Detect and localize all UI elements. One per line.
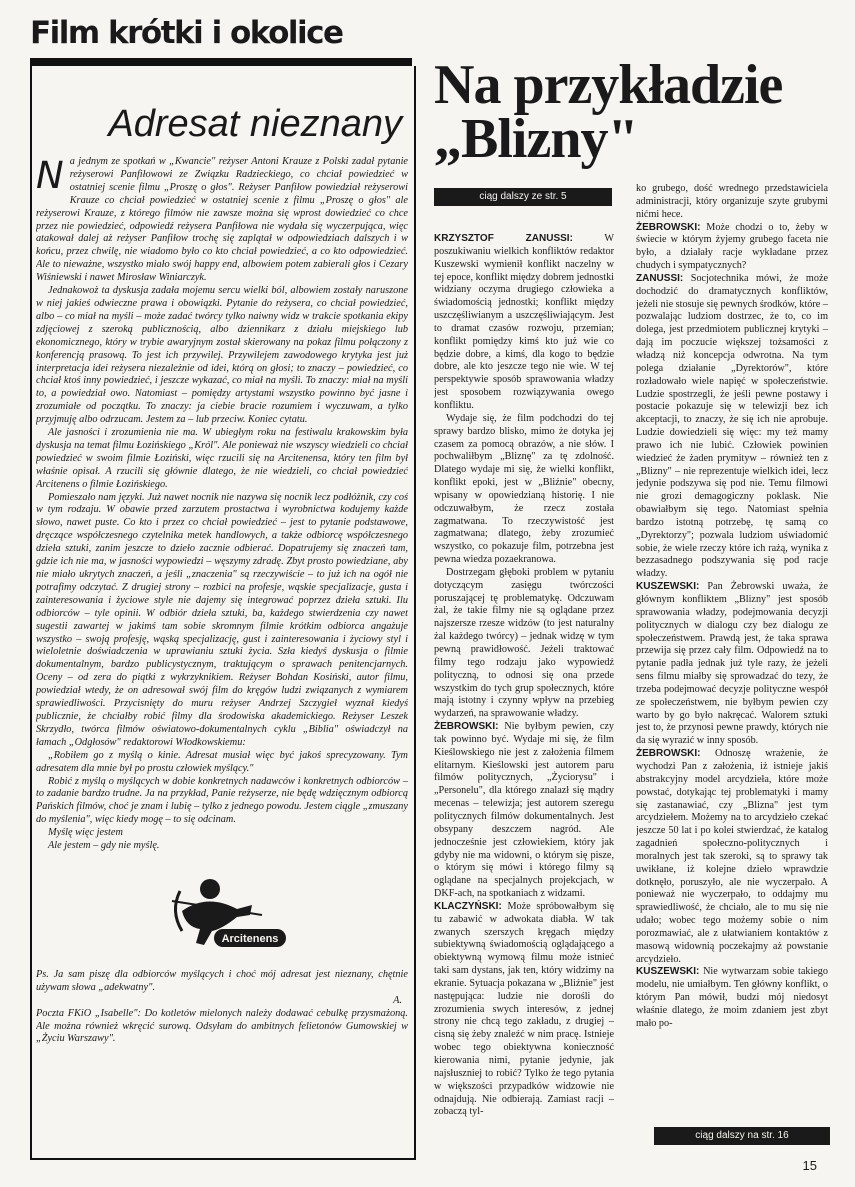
- speaker-text: Pan Żebrowski uważa, że głównym konfliktem „Blizny" jest sposób sprawowania władzy, podejmowania decyzji politycznych w dialogu czy bez dialogu ze społeczeństwem. Prawdą jest, że taka sprawa przewija się przez cały film. Odpowiedź na to pytanie padła jednak już tyle razy, że jeżeli sens filmu miałby się sprowadzać do tezy, że trzeba podejmować decyzje polityczne wespół ze społeczeństwem, nie byłbym pewien czy warto by go było nakręcać. Walorem sztuki jest to, że przynosi pewne prawdy, których nie da się wyrazić w inny sposób.: [636, 581, 828, 747]
- speaker-text: Dostrzegam głęboki problem w pytaniu dotyczącym zasięgu twórczości poruszającej tę problematykę. Odczuwam żal, że takie filmy nie są oglądane przez najszersze rzesze widzów (to jest naturalny żal każdego twórcy) – jednak widzę w tym pewną prawidłowość. Jeżeli traktować filmy tego rodzaju jako wypowiedź polityczną, to odnosi się ona przede wszystkim do tych grup społecznych, które mają istotny i czynny wpływ na przebieg wydarzeń, na sprawowanie władzy.: [434, 566, 614, 720]
- left-article-title: Adresat nieznany: [108, 103, 402, 145]
- archer-logo-icon: [152, 871, 292, 963]
- interview-paragraph: [636, 183, 828, 222]
- speaker-name: KUSZEWSKI:: [636, 581, 700, 593]
- ps-paragraph: Ps. Ja sam piszę dla odbiorców myślących i choć mój adresat jest nieznany, chętnie używam słowa „adekwatny".: [36, 968, 408, 993]
- section-header: Film krótki i okolice: [30, 15, 343, 51]
- signature: A.: [393, 994, 402, 1006]
- postscript: [36, 969, 408, 1046]
- logo-text: Arcitenens: [221, 932, 279, 945]
- drop-cap: N: [36, 154, 64, 197]
- interview-paragraph: [636, 966, 828, 1030]
- interview-paragraph: [434, 233, 614, 413]
- speaker-name: ŻEBROWSKI:: [636, 748, 701, 760]
- article-paragraph: Ale jestem – gdy nie myślę.: [48, 840, 160, 852]
- interview-paragraph: [636, 581, 828, 748]
- speaker-name: ŻEBROWSKI:: [636, 221, 701, 233]
- article-paragraph: Myślę więc jestem: [48, 827, 123, 839]
- article-paragraph: Ale jasności i zrozumienia nie ma. W ubiegłym roku na festiwalu krakowskim była dyskusja na temat filmu Łozińskiego „Król". Ale ponieważ nie wszyscy wiedzieli co chciał powiedzieć w swoim filmie Łoziński, więc rzucili się na Arcitenensa, który ten film był właśnie opisał. A rzucili się głównie dlatego, że nie wiedzieli, co chciał powiedzieć Arcitenens o filmie Łozińskiego.: [36, 427, 408, 490]
- speaker-text: Wydaje się, że film podchodzi do tej sprawy bardzo blisko, mimo że dotyka jej czasem za pomocą obrazów, a nie słów. I pochwaliłbym „Bliznę" za tę zdolność. Dlatego wydaje mi się, że wielki konflikt, konflikt epoki, jest w „Bliźnie" obecny, wpisany w opowiedzianą historię. I nie odczuwałbym, że rzecz została zagmatwana. To rzeczywistość jest zagmatwana; dlatego, żeby zrozumieć wszystko, co pokazuje film, potrzebna jest pewna wiedza pozaekranowa.: [434, 412, 614, 566]
- speaker-text: Nie wytwarzam sobie takiego modelu, nie umiałbym. Ten główny konflikt, o którym Pan mówił, budzi mój niedosyt właśnie dlatego, że moim zdaniem jest zbyt mało po-: [636, 966, 828, 1029]
- speaker-text: Może spróbowałbym się tu zabawić w adwokata diabła. W tak zwanych szerszych kręgach między subiektywną świadomością oglądającego a obiektywną wymową filmu może istnieć taki sam dystans, jak ten, który widzimy na ekranie. Sytuacja pokazana w „Bliźnie" jest następująca: ludzie nie dorośli do zrozumienia swych interesów, z jednej strony nie chcą tego zakładu, z drugiej – cisną się żeby znaleźć w nim pracę. Istnieje wobec tego obiektywna konieczność kierowania nimi, pytanie jedynie, jak najsłuszniej to robić? Tylko że tego pytania w większości przypadków widzowie nie odnajdują. Nie odbierają. Zamiast racji – zobaczą tyl-: [434, 900, 614, 1118]
- article-paragraph: Pomieszało nam języki. Już nawet nocnik nie nazywa się nocnik lecz podłóżnik, czy coś w tym rodzaju. W obawie przed zarzutem prostactwa i wyrobnictwa kodujemy każde słowo, nawet puste. Co kto i przez co chciał powiedzieć – jest to pytanie podstawowe, dręczące współczesnego czytelnika metek handlowych, a także odbiorcę współczesnego dzieła sztuki, zanim jeszcze to dzieło zacznie odbierać. Dopatrujemy się znaczeń tam, gdzie ich nie ma, w jasności wypowiedzi – węszymy zdradę. Zbyt prosto powiedziane, aby nie miało ukrytych znaczeń, a jeśli „znaczenia" są rzeczywiście – to już ich na ogół nie potrafimy odczytać. Z drugiej strony – rozbici na profesje, wąskie specjalizacje, gusta i zainteresowania i życiowe style nie dajemy się integrować poprzez dzieła sztuki. Ilu odbiorców – tyle opinii. W odbiór dzieła sztuki, ba, każdego stwierdzenia czy nawet sugestii zawartej w jakimś tam sobie skromnym filmie krótkim odbiorca angażuje wszystko – swoją profesję, wąską specjalizację, gust i zainteresowania i życiowy styl i wieloletnie doświadczenia w uprawianiu sztuki życia. Szła kiedyś dyskusja o filmie dokumentalnym, bardzo publicystycznym, traktującym o sprawach penitencjarnych. Oceny – od zera do piątki z wykrzyknikiem. Reżyser Bohdan Kosiński, autor filmu, powiedział wtedy, że on adresował swój film do kręgów ludzi związanych z wymiarem sprawiedliwości. Przycisnięty do muru reżyser Andrzej Szczygieł wyznał kiedyś publicznie, że chciałby robić filmy dla środowiska akademickiego. Reżyser Leszek Skrzydło, twórca filmów oświatowo-dokumentalnych cyklu „Biblia" oświadczył na łamach „Odgłosów" redaktorowi Włodkowskiemu:: [36, 491, 408, 748]
- interview-paragraph: [434, 413, 614, 567]
- ps-paragraph: Poczta FKiO „Isabelle": Do kotletów mielonych należy dodawać cebulkę przysmażoną. Ale można również wkręcić surową. Odsyłam do ambitnych felietonów Gumowskiej w „Życiu Warszawy".: [36, 1007, 408, 1045]
- article-paragraph: Jednakowoż ta dyskusja zadała mojemu sercu wielki ból, albowiem zostały naruszone w niej jakieś odwieczne prawa i obowiązki. Pytanie do reżysera, co chciał powiedzieć, albo – co miał na myśli – może zadać twórcy tylko naiwny widz w trakcie spotkania ekipy zdjęciowej z szeroką publicznością, albo dziennikarz z działu miejskiego lub ekonomicznego, który w trybie awaryjnym został skierowany na pokaz filmu połączony z konferencją prasową. To jest ich przywilej. Przywilejem zawodowego krytyka jest już interpretacja idei reżysera niezależnie od idei, którą on głosi; to znaczy – powiedzieć, co chciał ktoś inny powiedzieć, i jeszcze wykazać, co miał na myśli. To znaczy: miał na myśli to, a powiedział owo. Natomiast – pomiędzy artystami wszystko powinno być jasne i zrozumiałe od początku. To znaczy: ja ciebie bracie rozumiem i wyczuwam, a tylko przyjmuję albo odrzucam. Jestem za – lub przeciw. Koniec cytatu.: [36, 285, 408, 426]
- continued-on-badge: ciąg dalszy na str. 16: [654, 1127, 830, 1145]
- speaker-name: KRZYSZTOF ZANUSSI:: [434, 233, 573, 244]
- speaker-name: KUSZEWSKI:: [636, 966, 700, 978]
- article-paragraph: Na jednym ze spotkań w „Kwancie" reżyser Antoni Krauze z Polski zadał pytanie reżyserowi Panfiłowowi ze Związku Radzieckiego, co chciał powiedzieć w ostatniej scenie filmu „Proszę o głos". Reżyser Panfiłow powiedział reżyserowi Krauze co chciał powiedzieć w ostatniej scenie z filmu „Proszę o głos" ale reżyserowi Krauze, z którego filmów nie zawsze można się wprost dowiedzieć co chce przez nie powiedzieć, odpowiedź reżysera Panfiłowa nie wydała się wyczerpująca, więc atakował dalej aż reżyser Panfiłow trochę się zaplątał w odpowiedziach dalszych i w końcu, przez chwilę, nie wiadomo było co kto chciał powiedzieć, a co kto odpowiedzieć. Ale to nieważne, wszystko miało swój happy end, albowiem potem zabierali głos i Cezary Wiśniewski i nawet Mirosław Winiarczyk.: [36, 154, 408, 284]
- speaker-name: KLACZYŃSKI:: [434, 900, 502, 912]
- interview-paragraph: [636, 273, 828, 581]
- interview-paragraph: [434, 567, 614, 721]
- arcitenens-logo: [36, 871, 408, 963]
- left-article-body: [36, 156, 408, 853]
- page-number: 15: [802, 1158, 817, 1173]
- interview-paragraph: [434, 901, 614, 1119]
- interview-paragraph: [636, 222, 828, 273]
- continued-from-badge: ciąg dalszy ze str. 5: [434, 188, 612, 206]
- interview-paragraph: [636, 748, 828, 966]
- speaker-text: Nie byłbym pewien, czy tak powinno być. Wydaje mi się, że film Kieślowskiego nie jest z założenia filmem elitarnym. Kieślowski jest autorem paru filmów politycznych, „Życiorysu" i „Personelu", dla którego znalazł się mądry mecenas – telewizja; jest autorem szeregu politycznych filmów dokumentalnych. Jest obsypany deszczem nagród. Ale jednocześnie jest człowiekiem, który jak gdyby nie ma widowni, o którym się pisze, o którym się mówi i którego filmy są oglądane na specjalnych projekcjach, w DKF-ach, na spotkaniach z widzami.: [434, 721, 614, 900]
- title-line-2: „Blizny": [434, 108, 638, 170]
- right-article-column-1: [434, 233, 614, 1143]
- speaker-text: ko grubego, dość wrednego przedstawiciela administracji, który organizuje szyte grubymi nićmi hece.: [636, 183, 828, 220]
- speaker-text: Odnoszę wrażenie, że wychodzi Pan z założenia, iż istnieje jakiś abstrakcyjny model arcydzieła, które może powstać, dotykając tej problematyki i mamy się zastanawiać, czy „Blizna" jest tym arcydziełem. Możemy na to arcydzieło czekać jeszcze 50 lat i po kolei stwierdzać, że katalog zagadnień społeczno-politycznych i moralnych jest tak szeroki, są to sprawy tak uwikłane, iż kolejne dzieło wprawdzie dotknęło, poruszyło, ale nie wyczerpało. A ponieważ nie wyczerpało, to oddajmy mu sprawiedliwość, że chciało, ale to mu się nie udało; wobec tego możemy sobie o nim porozmawiać, ale z ułatwianiem kontaktów z masową widownią poczekajmy aż powstanie arcydzieło.: [636, 748, 828, 965]
- interview-paragraph: [434, 721, 614, 901]
- speaker-text: Może chodzi o to, żeby w świecie w którym żyjemy grubego faceta nie było, a działały racje wykładane przez chudych i sympatycznych?: [636, 221, 828, 272]
- speaker-text: Socjotechnika mówi, że może dochodzić do dramatycznych konfliktów, jeżeli nie stosuje się pewnych środków, które – pozwalając ludziom dostrzec, że to, co im dolega, jest przedmiotem publicznej krytyki – dają im poczucie większej tożsamości z władzą niż koncepcja odwrotna. Na tym polega działanie „Dyrektorów", które rozładowało wiele napięć w społeczeństwie. Ludzie spostrzegli, że jeśli pewne postawy i postacie pokazuje się w telewizji bez ich akceptacji, to znaczy, że się ich nie aprobuje. Ludzie dowiedzieli się więc: my też mamy prawo ich nie lubić. Człowiek powinien wiedzieć że żaden prymityw – również ten z „Blizny" – nie reprezentuje wielkich idei, lecz jedynie podszywa się pod nie. Temu filmowi nie grozi demagogiczny poklask. Nie obawiałbym się tego. Natomiast spełnia bardzo istotną potrzebę, tę samą co „Dyrektorzy"; pozwala ludziom uświadomić sobie, że wiele rzeczy które ich rażą, wynika z bezzasadnego podszywania się pod racje władzy.: [636, 272, 828, 580]
- left-article: [36, 66, 408, 1156]
- speaker-name: ZANUSSI:: [636, 272, 684, 284]
- right-article-title: [434, 54, 834, 170]
- right-article-column-2: [636, 183, 828, 1111]
- article-paragraph: „Robiłem go z myślą o kinie. Adresat musiał więc być jakoś sprecyzowany. Tym adresatem dla mnie był po prostu człowiek myślący.": [36, 749, 408, 774]
- title-line-1: Na przykładzie: [434, 54, 783, 116]
- speaker-name: ŻEBROWSKI:: [434, 721, 499, 733]
- article-paragraph: Robić z myślą o myślących w dobie konkretnych nadawców i konkretnych odbiorców – to zadanie bardzo trudne. Ja na przykład, Panie reżyserze, nie będę wdzięcznym odbiorcą Pańskich filmów, choć je znam i lubię – tylko z jednego powodu. Jestem ciągle „zmuszany do myślenia", więc kiedy mogę – to się odcinam.: [36, 775, 408, 826]
- header-rule: [30, 58, 412, 66]
- speaker-text: W poszukiwaniu wielkich konfliktów redaktor Kuszewski wymienił konflikt naczelny w tej epoce, konflikt między dobrem jednostki widziany oczyma drugiego człowieka a świadomością jednostki; konflikt między uszczęśliwianym a uszczęśliwiającym. Jest to dramat czasów rozwoju, przemian; konflikt pomiędzy kimś kto już wie co będzie dobre, a kimś, dla kogo to będzie dobre, ale kto jeszcze tego nie wie. W tej perspektywie sposób sprawowania władzy jest sposobem rozwiązywania owego konfliktu.: [434, 233, 614, 411]
